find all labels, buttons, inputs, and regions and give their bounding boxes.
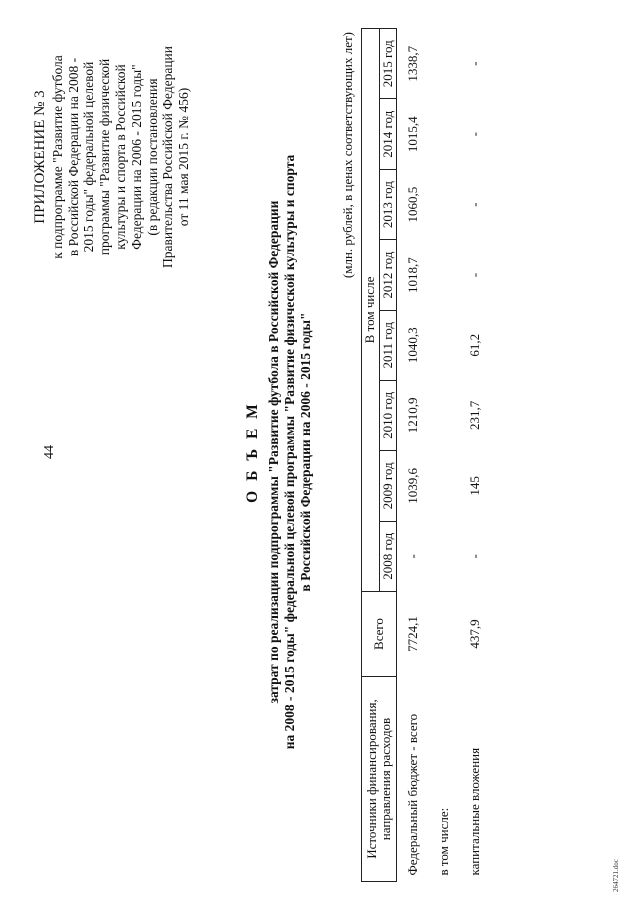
units-note: (млн. рублей, в ценах соответствующих лет): [340, 32, 355, 279]
header-year: 2010 год: [379, 380, 397, 450]
expenditure-table: [361, 28, 490, 882]
row-value: -: [466, 554, 482, 559]
appendix-line: Правительства Российской Федерации: [160, 46, 176, 268]
row-value: 1039,6: [404, 467, 420, 504]
row-value: 1210,9: [404, 397, 420, 434]
row-label: капитальные вложения: [466, 747, 482, 876]
page-number: 44: [42, 445, 57, 459]
row-value: -: [404, 554, 420, 559]
header-year: 2009 год: [379, 451, 397, 521]
row-value: [428, 29, 459, 99]
header-source: Источники финансирования, направления расходов: [362, 677, 397, 882]
appendix-line: программы "Развитие физической: [97, 58, 113, 256]
header-year: 2015 год: [379, 29, 397, 99]
row-value: [428, 521, 459, 591]
row-total: 437,9: [466, 619, 482, 649]
appendix-line: (в редакции постановления: [144, 78, 160, 236]
header-year: 2014 год: [379, 99, 397, 169]
row-value: -: [466, 202, 482, 207]
row-value: 1015,4: [404, 116, 420, 153]
document-subtitle-line: в Российской Федерации на 2006 - 2015 годы": [298, 312, 313, 592]
table-row: [428, 29, 459, 882]
rotated-page-content: [10, 12, 630, 892]
document-subtitle-line: на 2008 - 2015 годы" федеральной целевой программы "Развитие физической культуры и спорта: [282, 154, 297, 750]
row-value: 231,7: [466, 400, 482, 430]
table-row: [459, 29, 490, 882]
table-row: [397, 29, 429, 882]
appendix-line: 2015 годы" федеральной целевой: [81, 61, 97, 253]
header-group: В том числе: [362, 29, 380, 592]
appendix-title: ПРИЛОЖЕНИЕ № 3: [32, 90, 48, 224]
header-year: 2012 год: [379, 240, 397, 310]
footer-file-code: 264721.doc: [612, 859, 620, 892]
row-value: [428, 169, 459, 239]
document-subtitle-line: затрат по реализации подпрограммы "Развитие футбола в Российской Федерации: [266, 200, 281, 704]
row-value: 1338,7: [404, 45, 420, 82]
document-title-block: [245, 12, 314, 892]
appendix-line: в Российской Федерации на 2008 -: [65, 57, 81, 257]
appendix-line: Федерации на 2006 - 2015 годы": [128, 64, 144, 250]
row-label: в том числе:: [435, 807, 451, 876]
row-value: 1060,5: [404, 186, 420, 223]
row-value: [428, 240, 459, 310]
row-value: [428, 99, 459, 169]
row-value: [428, 310, 459, 380]
row-value: -: [466, 272, 482, 278]
row-value: -: [466, 61, 482, 66]
row-value: 145: [466, 476, 482, 496]
header-year: 2011 год: [379, 310, 397, 380]
document-title: О Б Ъ Е М: [244, 401, 261, 503]
row-value: 1040,3: [404, 327, 420, 364]
header-year: 2013 год: [379, 169, 397, 239]
row-value: 1018,7: [404, 257, 420, 293]
appendix-line: к подпрограмме "Развитие футбола: [49, 55, 65, 259]
row-value: [428, 451, 459, 521]
row-total: 7724,1: [404, 616, 420, 652]
header-total: Всего: [362, 592, 397, 677]
row-value: [428, 380, 459, 450]
row-value: -: [466, 132, 482, 137]
appendix-line: культуры и спорта в Российской: [112, 64, 128, 250]
row-total: [428, 592, 459, 677]
appendix-note: [33, 12, 192, 302]
appendix-line: от 11 мая 2015 г. № 456): [176, 87, 192, 227]
row-label: Федеральный бюджет - всего: [404, 713, 420, 876]
header-year: 2008 год: [379, 521, 397, 591]
row-value: 61,2: [466, 333, 482, 357]
